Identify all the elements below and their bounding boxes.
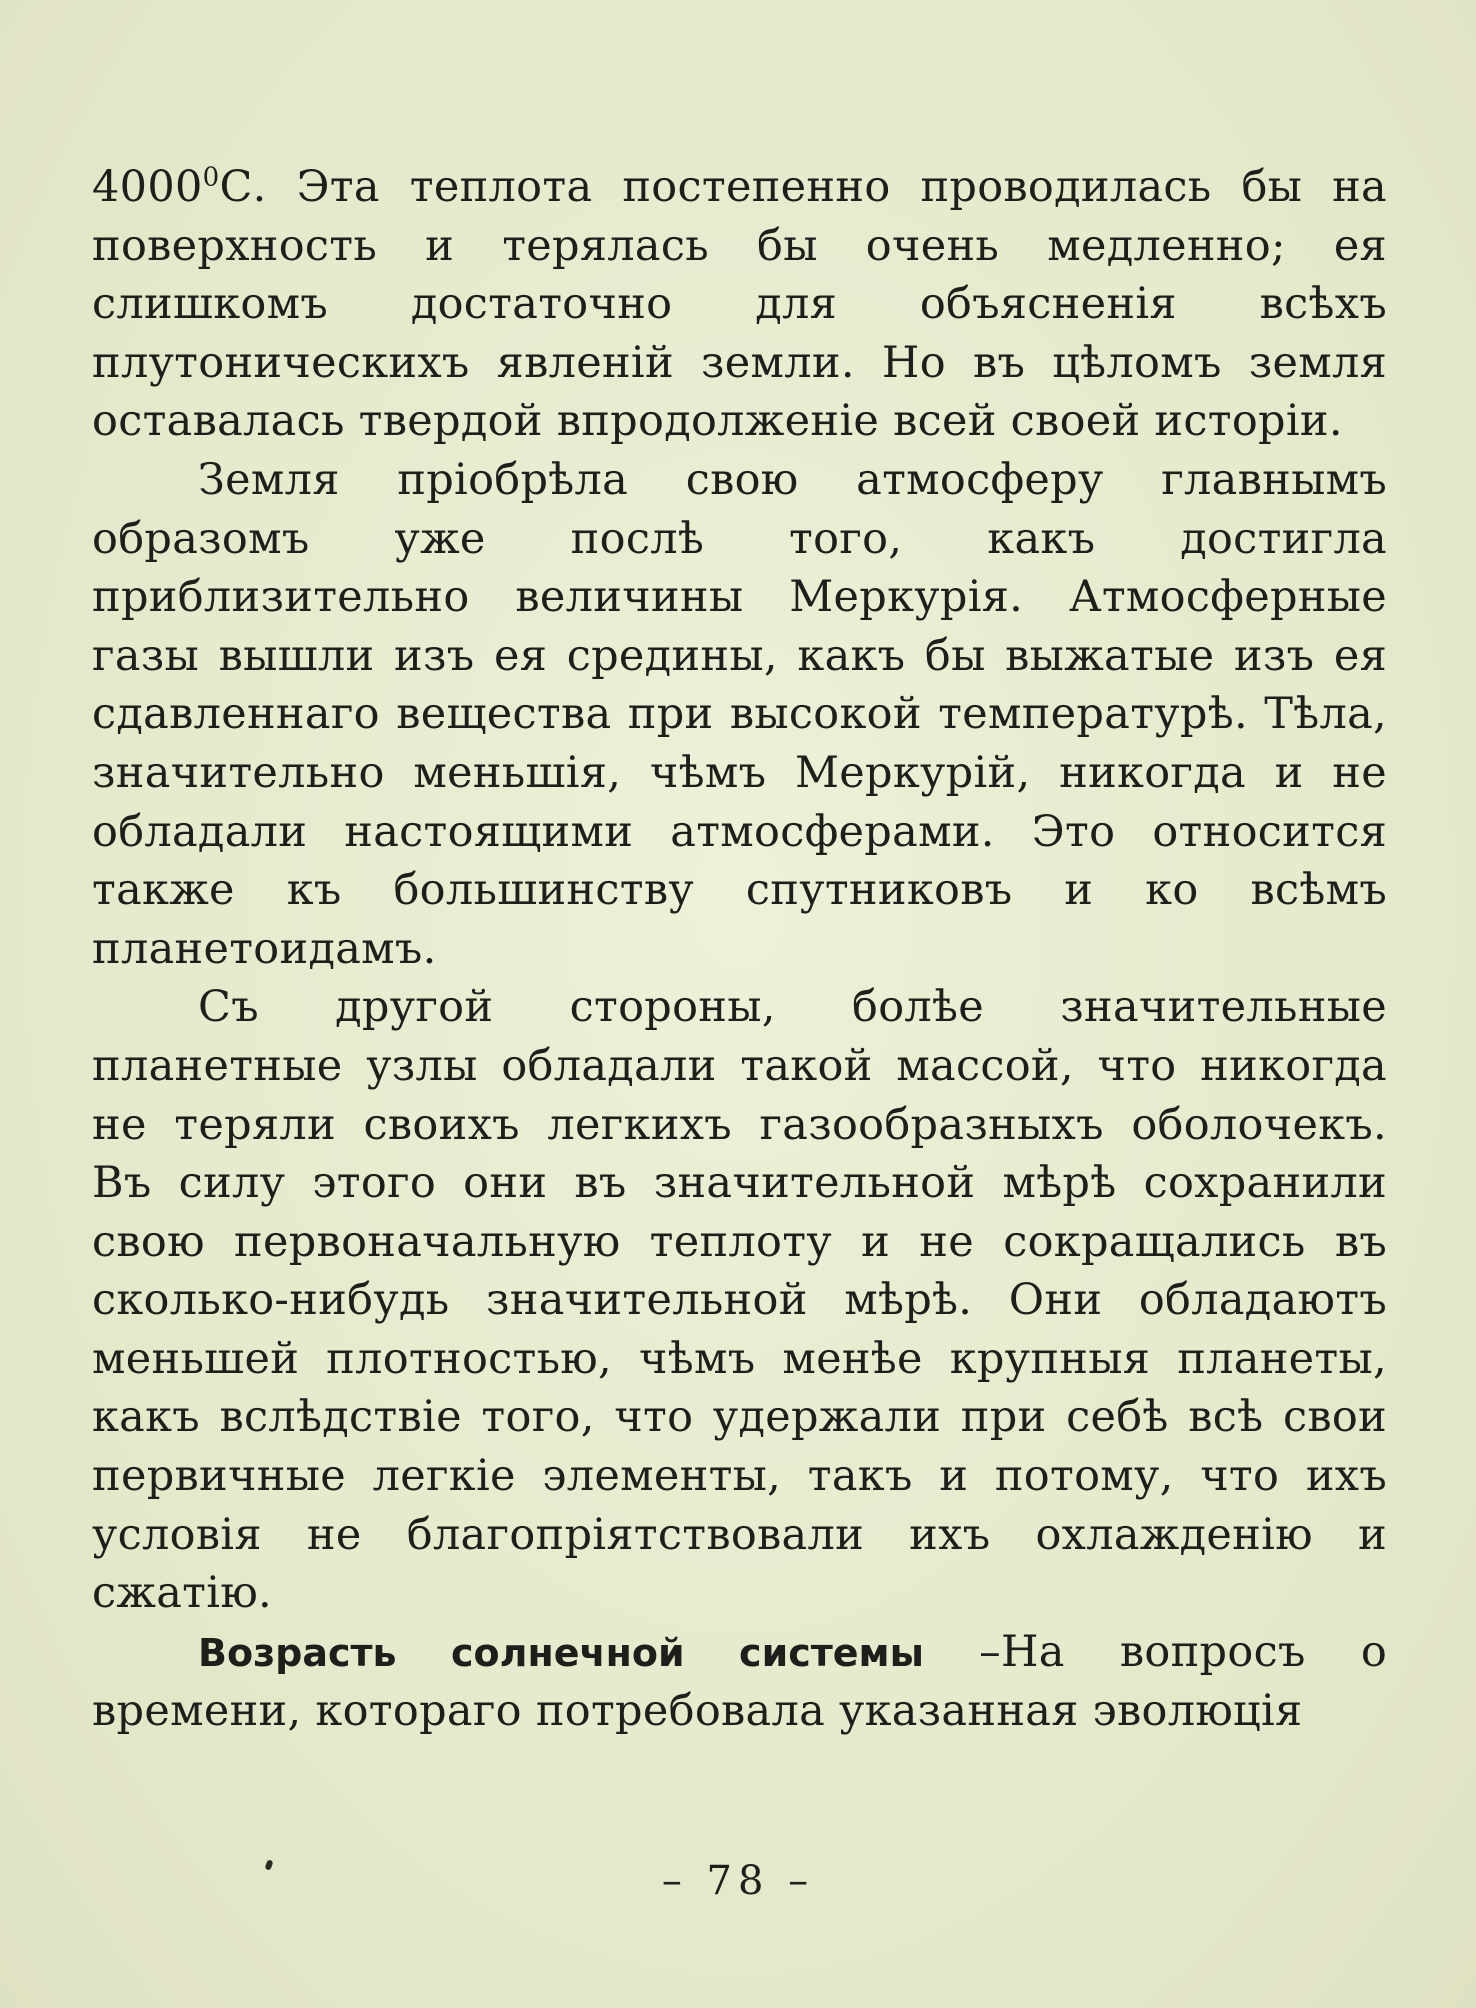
page-number: – 78 – [661, 1858, 815, 1904]
paragraph-1 [92, 158, 1387, 451]
paragraph-1-text: С. Эта теплота постепенно проводилась бы на поверхность и терялась бы очень медленно; ея слишкомъ достаточно для объясненія всѣхъ плутоническихъ явленій земли. Но въ цѣломъ земля оставалась твердой впродолженіе всей своей исторіи. [92, 162, 1387, 447]
paragraph-3: Съ другой стороны, болѣе значительные планетные узлы обладали такой массой, что никогда не теряли своихъ легкихъ газообразныхъ оболочекъ. Въ силу этого они въ значительной мѣрѣ сохранили свою первоначальную теплоту и не сокращались въ сколько-нибудь значительной мѣрѣ. Они обладаютъ меньшей плотностью, чѣмъ менѣе крупныя планеты, какъ вслѣдствіе того, что удержали при себѣ всѣ свои первичные легкіе элементы, такъ и потому, что ихъ условія не благопріятствовали ихъ охлажденію и сжатію. [92, 982, 1387, 1619]
section-heading: Возрасть солнечной системы [198, 1630, 924, 1675]
paragraph-2: Земля пріобрѣла свою атмосферу главнымъ образомъ уже послѣ того, какъ достигла приблизительно величины Меркурія. Атмосферные газы вышли изъ ея средины, какъ бы выжатые изъ ея сдавленнаго вещества при высокой температурѣ. Тѣла, значительно меньшія, чѣмъ Меркурій, никогда и не обладали настоящими атмосферами. Это относится также къ большинству спутниковъ и ко всѣмъ планетоидамъ. [92, 454, 1387, 974]
body-text [92, 158, 1387, 1741]
degree-superscript: 0 [202, 162, 220, 193]
temperature-value: 4000 [92, 162, 203, 212]
paragraph-4 [92, 1623, 1387, 1741]
paragraph-4-text: –На вопросъ о времени, котораго потребовала указанная эволюція [92, 1626, 1388, 1737]
